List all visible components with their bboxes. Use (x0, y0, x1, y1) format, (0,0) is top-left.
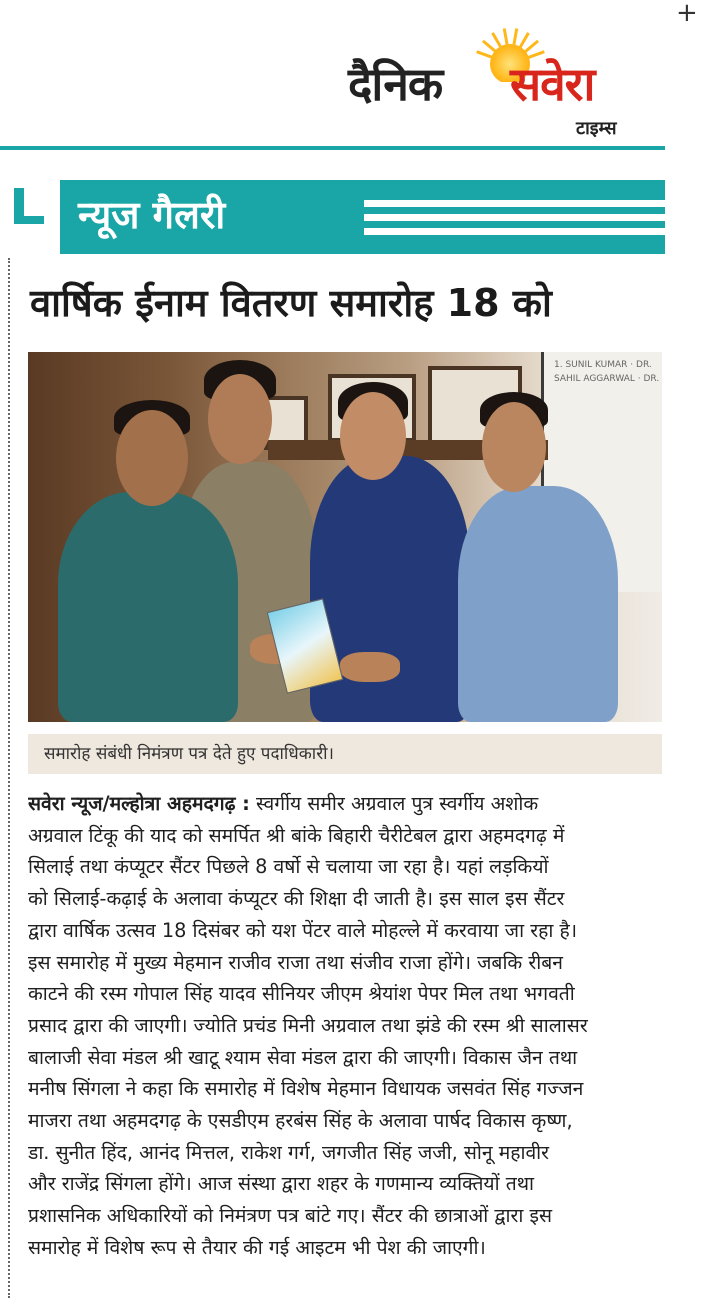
masthead-times: टाइम्स (576, 118, 617, 139)
masthead-savera: सवेरा (510, 57, 595, 111)
body-line: और राजेंद्र सिंगला होंगे। आज संस्था द्वारा शहर के गणमान्य व्यक्तियों तथा (28, 1172, 535, 1196)
body-line: मनीष सिंगला ने कहा कि समारोह में विशेष मेहमान विधायक जसवंत सिंह गज्जन (28, 1077, 584, 1101)
body-line: समारोह में विशेष रूप से तैयार की गई आइटम भी पेश की जाएगी। (28, 1235, 486, 1259)
whiteboard: 1. SUNIL KUMAR · DR. SAHIL AGGARWAL · DR. (541, 352, 662, 592)
body-line: प्रशासनिक अधिकारियों को निमंत्रण पत्र बांटे गए। सैंटर की छात्राओं द्वारा इस (28, 1204, 552, 1228)
masthead-divider (0, 146, 665, 150)
bracket-foot (14, 216, 44, 224)
article-body (28, 788, 668, 1264)
banner-stripes (350, 180, 665, 254)
body-line: बालाजी सेवा मंडल श्री खाटू श्याम सेवा मंडल द्वारा की जाएगी। विकास जैन तथा (28, 1045, 578, 1069)
column-dotted-rule (8, 258, 12, 1298)
body-line: काटने की रस्म गोपाल सिंह यादव सीनियर जीएम श्रेयांश पेपर मिल तथा भगवती (28, 982, 575, 1006)
masthead-logo (340, 22, 670, 142)
body-line: अग्रवाल टिंकू की याद को समर्पित श्री बांके बिहारी चैरीटेबल द्वारा अहमदगढ़ में (28, 823, 565, 847)
plus-icon: + (676, 0, 698, 28)
body-line: को सिलाई-कढ़ाई के अलावा कंप्यूटर की शिक्षा दी जाती है। इस साल इस सैंटर (28, 887, 565, 911)
section-label: न्यूज गैलरी (60, 180, 350, 254)
byline: सवेरा न्यूज/मल्होत्रा अहमदगढ़ : (28, 792, 250, 815)
person-1 (58, 492, 238, 722)
body-line: द्वारा वार्षिक उत्सव 18 दिसंबर को यश पेंटर वाले मोहल्ले में करवाया जा रहा है। (28, 918, 578, 942)
news-photo (28, 352, 662, 722)
hands (340, 652, 400, 682)
section-banner (10, 180, 665, 254)
photo-caption: समारोह संबंधी निमंत्रण पत्र देते हुए पदाधिकारी। (28, 734, 662, 774)
article-headline: वार्षिक ईनाम वितरण समारोह 18 को (30, 281, 552, 325)
masthead-dainik: दैनिक (348, 57, 443, 111)
body-line: प्रसाद द्वारा की जाएगी। ज्योति प्रचंड मिनी अग्रवाल तथा झंडे की रस्म श्री सालासर (28, 1013, 588, 1037)
body-line: सिलाई तथा कंप्यूटर सैंटर पिछले 8 वर्षो से चलाया जा रहा है। यहां लड़कियों (28, 855, 549, 879)
body-line: डा. सुनीत हिंद, आनंद मित्तल, राकेश गर्ग, जगजीत सिंह जजी, सोनू महावीर (28, 1140, 550, 1164)
person-3 (310, 456, 470, 722)
body-line: इस समारोह में मुख्य मेहमान राजीव राजा तथा संजीव राजा होंगे। जबकि रीबन (28, 950, 563, 974)
body-line: माजरा तथा अहमदगढ़ के एसडीएम हरबंस सिंह के अलावा पार्षद विकास कृष्ण, (28, 1109, 573, 1133)
body-line-0: सवेरा न्यूज/मल्होत्रा अहमदगढ़ : स्वर्गीय समीर अग्रवाल पुत्र स्वर्गीय अशोक (28, 792, 539, 815)
person-4 (458, 486, 618, 722)
